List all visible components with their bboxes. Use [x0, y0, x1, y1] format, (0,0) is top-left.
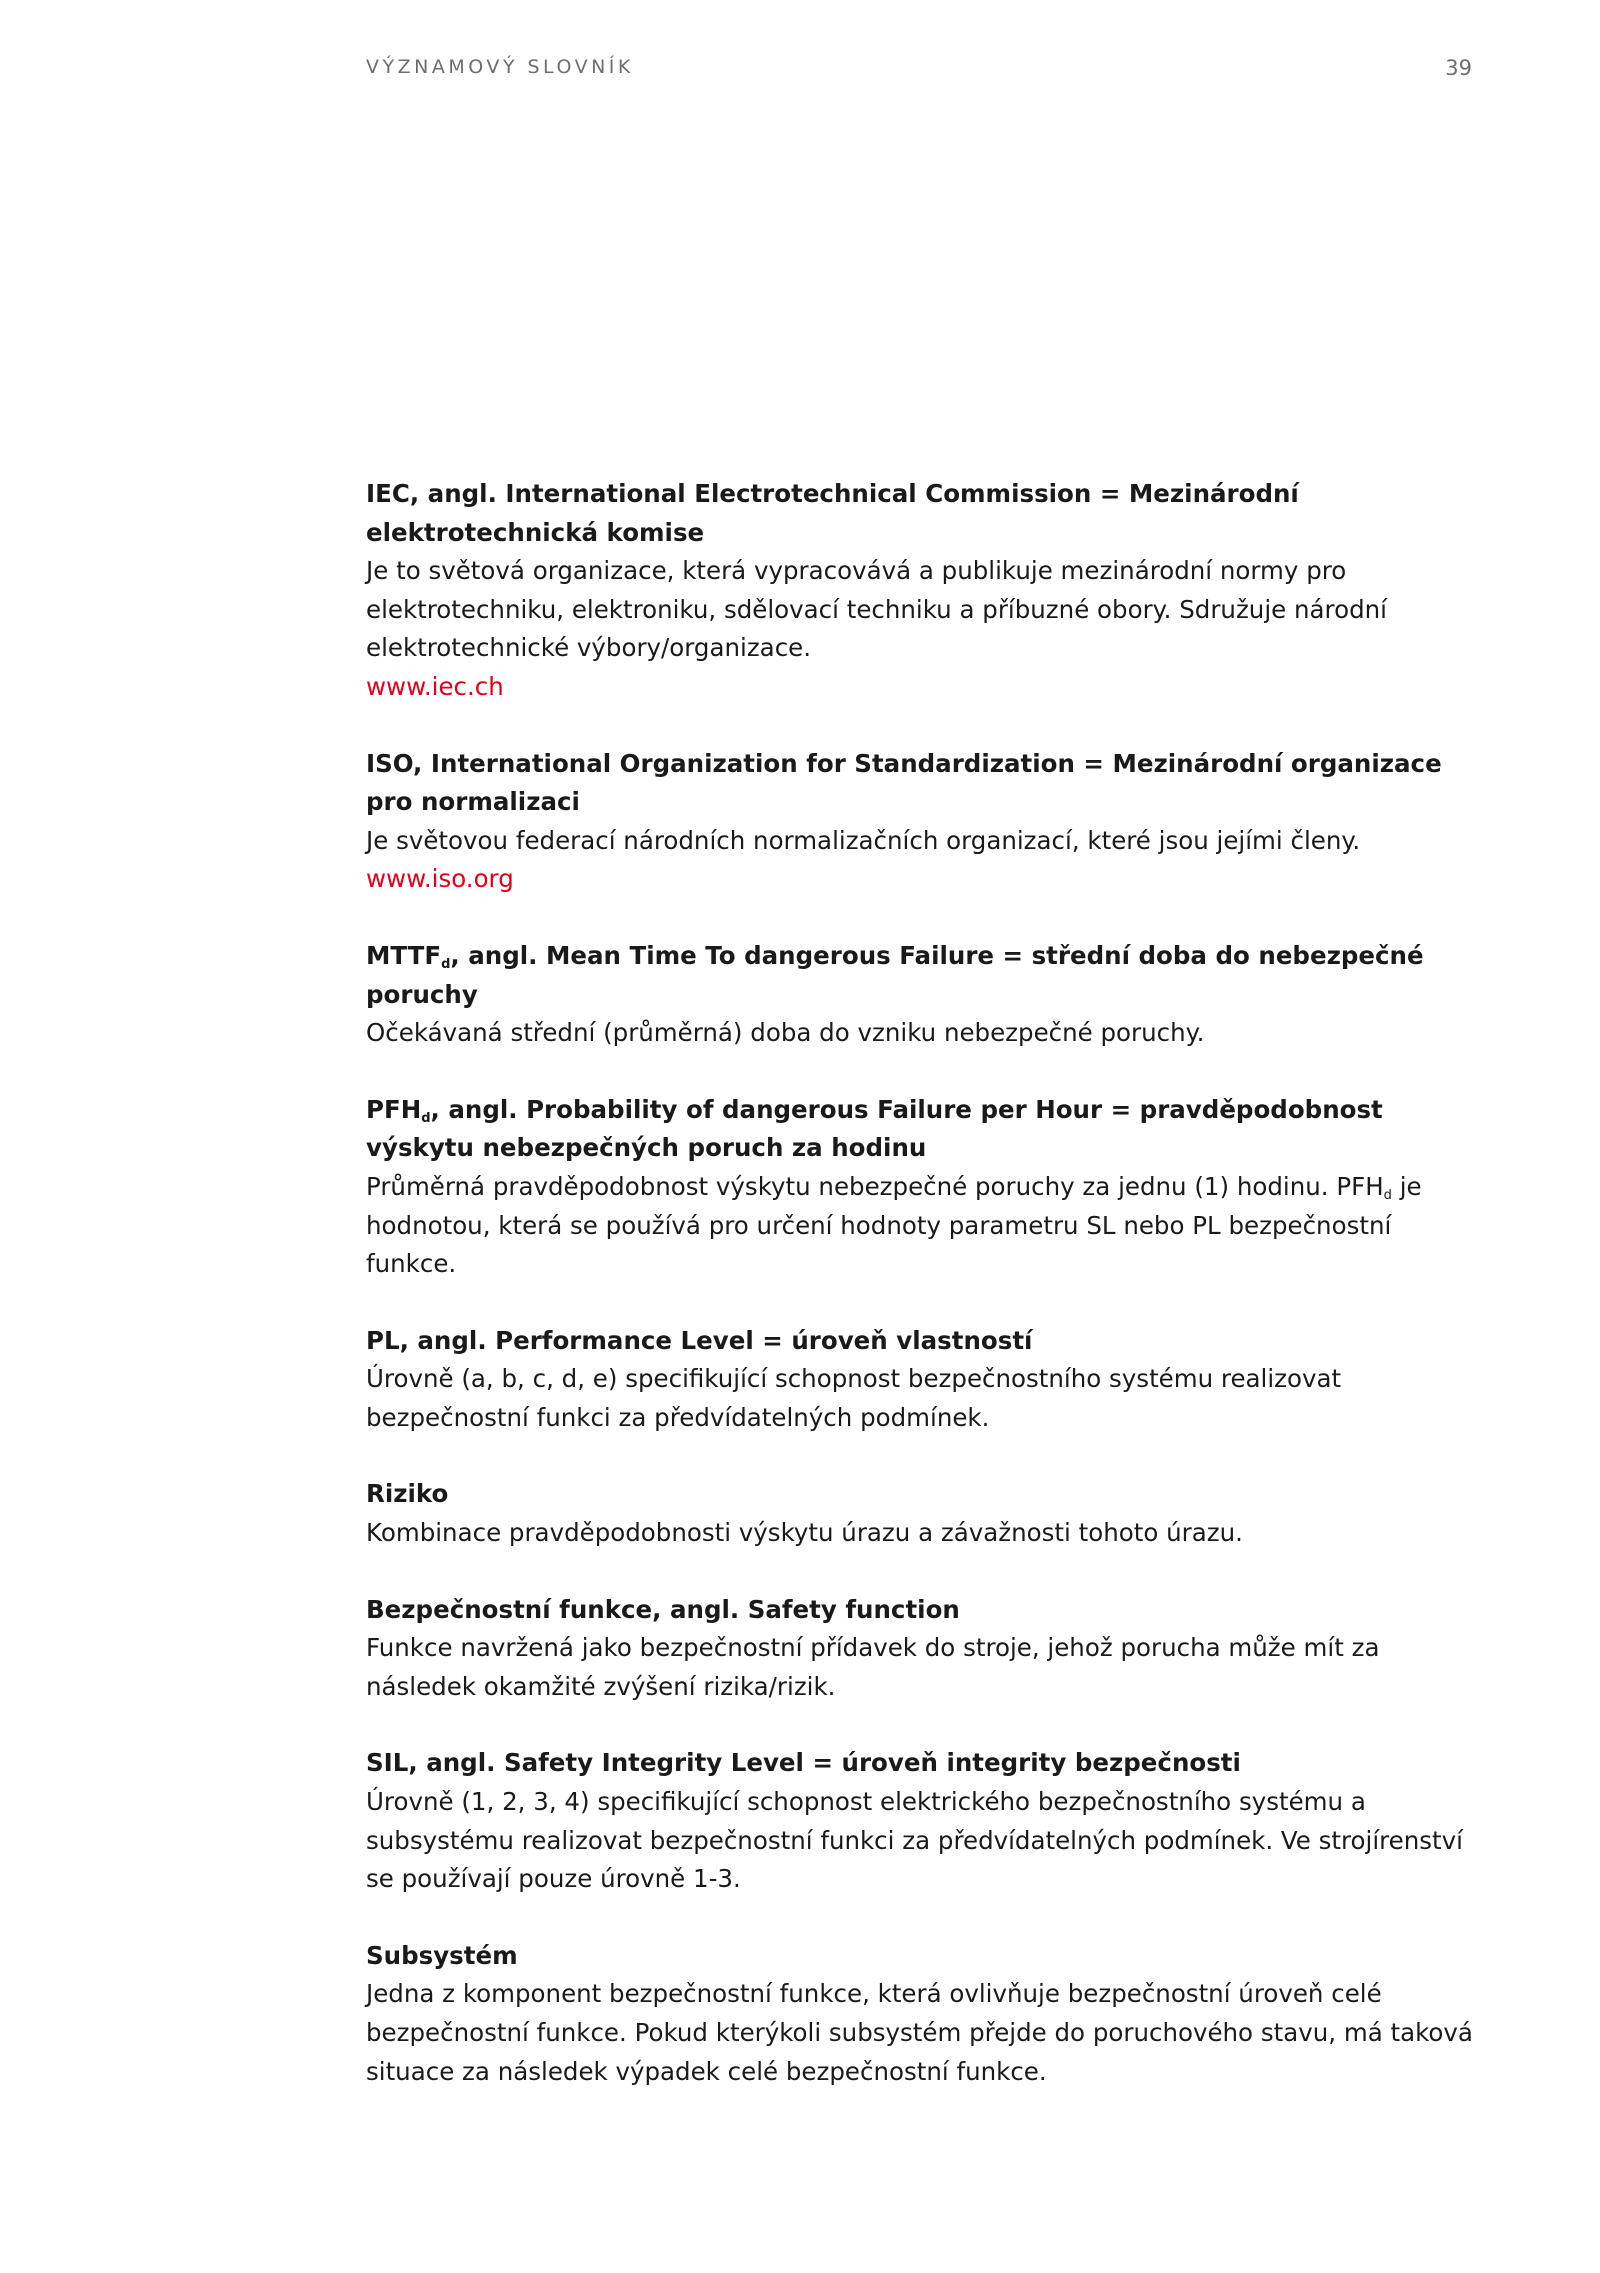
glossary-term: Subsystém	[366, 1940, 518, 1970]
glossary-list	[366, 475, 1476, 2129]
definition-subscript: d	[1383, 1187, 1392, 1203]
glossary-definition: Kombinace pravděpodobnosti výskytu úrazu a závažnosti tohoto úrazu.	[366, 1518, 1243, 1548]
glossary-term: SIL, angl. Safety Integrity Level = úroveň integrity bezpečnosti	[366, 1748, 1241, 1778]
glossary-term: Bezpečnostní funkce, angl. Safety function	[366, 1594, 960, 1624]
glossary-entry-mttfd	[366, 937, 1476, 1053]
glossary-term	[366, 1091, 1476, 1168]
glossary-definition: Je to světová organizace, která vypracovává a publikuje mezinárodní normy pro elektrotechniku, elektroniku, sdělovací techniku a příbuzné obory. Sdružuje národní elektrotechnické výbory/organizace.	[366, 556, 1387, 663]
term-description: , angl. Probability of dangerous Failure per Hour = pravděpodobnost výskytu nebezpečných poruch za hodinu	[366, 1094, 1383, 1163]
glossary-definition: Funkce navržená jako bezpečnostní přídavek do stroje, jehož porucha může mít za následek okamžité zvýšení rizika/rizik.	[366, 1633, 1380, 1701]
glossary-definition: Očekávaná střední (průměrná) doba do vzniku nebezpečné poruchy.	[366, 1018, 1205, 1048]
glossary-entry-iec	[366, 475, 1476, 707]
term-abbreviation: MTTF	[366, 940, 442, 970]
glossary-entry-subsystem	[366, 1937, 1476, 2091]
glossary-entry-sil	[366, 1744, 1476, 1898]
glossary-entry-riziko	[366, 1475, 1476, 1552]
page-number: 39	[1445, 56, 1472, 80]
glossary-definition: Je světovou federací národních normalizačních organizací, které jsou jejími členy.	[366, 825, 1361, 855]
running-head-section-title: VÝZNAMOVÝ SLOVNÍK	[366, 56, 634, 78]
definition-text: Průměrná pravděpodobnost výskytu nebezpečné poruchy za jednu (1) hodinu. PFH	[366, 1171, 1384, 1201]
glossary-definition: Jedna z komponent bezpečnostní funkce, která ovlivňuje bezpečnostní úroveň celé bezpečnostní funkce. Pokud kterýkoli subsystém přejde do poruchového stavu, má taková situace za následek výpadek celé bezpečnostní funkce.	[366, 1979, 1473, 2086]
glossary-term: ISO, International Organization for Standardization = Mezinárodní organizace pro normalizaci	[366, 748, 1442, 817]
glossary-entry-pfhd	[366, 1091, 1476, 1284]
glossary-term	[366, 937, 1476, 1014]
glossary-definition	[366, 1168, 1476, 1284]
glossary-term: IEC, angl. International Electrotechnical Commission = Mezinárodní elektrotechnická komise	[366, 479, 1299, 547]
iec-website-link[interactable]: www.iec.ch	[366, 671, 504, 701]
glossary-term: Riziko	[366, 1479, 449, 1509]
glossary-entry-pl	[366, 1322, 1476, 1438]
term-abbreviation: PFH	[366, 1094, 422, 1124]
glossary-entry-safety-function	[366, 1591, 1476, 1707]
iso-website-link[interactable]: www.iso.org	[366, 864, 514, 894]
glossary-entry-iso	[366, 745, 1476, 899]
glossary-definition: Úrovně (a, b, c, d, e) specifikující schopnost bezpečnostního systému realizovat bezpečnostní funkci za předvídatelných podmínek.	[366, 1364, 1342, 1432]
term-subscript: d	[421, 1110, 431, 1126]
glossary-term: PL, angl. Performance Level = úroveň vlastností	[366, 1325, 1033, 1355]
term-description: , angl. Mean Time To dangerous Failure = střední doba do nebezpečné poruchy	[366, 940, 1424, 1009]
glossary-definition: Úrovně (1, 2, 3, 4) specifikující schopnost elektrického bezpečnostního systému a subsystému realizovat bezpečnostní funkci za předvídatelných podmínek. Ve strojírenství se používají pouze úrovně 1-3.	[366, 1787, 1463, 1894]
term-subscript: d	[441, 956, 451, 972]
definition-text-continued: je hodnotou, která se používá pro určení hodnoty parametru SL nebo PL bezpečnostní funkce.	[366, 1171, 1422, 1279]
